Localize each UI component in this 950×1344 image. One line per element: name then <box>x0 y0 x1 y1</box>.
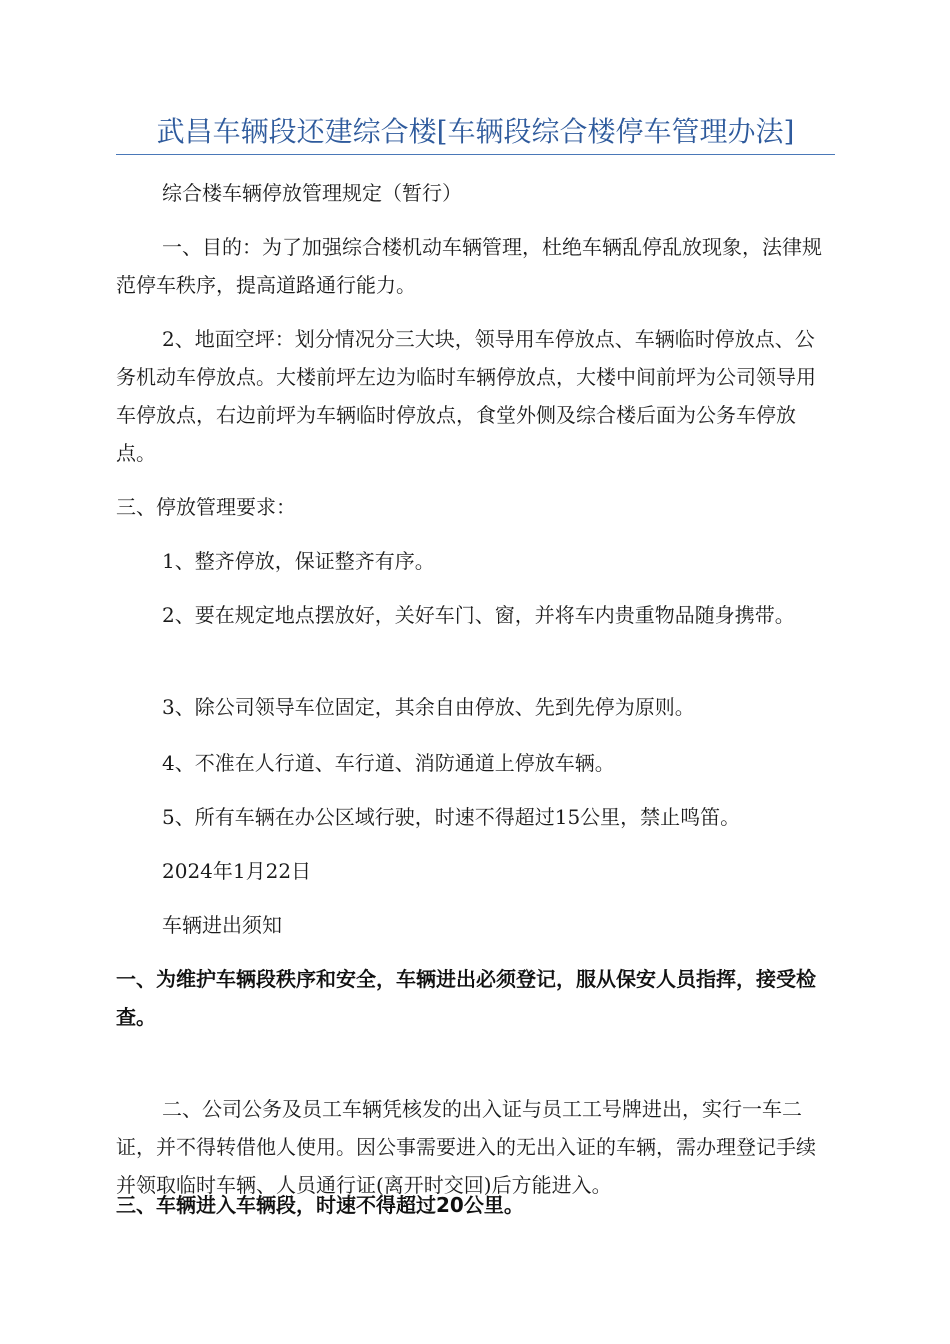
list-item: 5、所有车辆在办公区域行驶，时速不得超过15公里，禁止鸣笛。 <box>162 805 741 829</box>
paragraph: 二、公司公务及员工车辆凭核发的出入证与员工工号牌进出，实行一车二证，并不得转借他人使用。因公事需要进入的无出入证的车辆，需办理登记手续并领取临时车辆、人员通行证(离开时交回)后方能进入。 <box>116 1097 816 1197</box>
list-item: 1、整齐停放，保证整齐有序。 <box>162 549 435 573</box>
list-item: 4、不准在人行道、车行道、消防通道上停放车辆。 <box>162 751 615 775</box>
bold-paragraph: 三、车辆进入车辆段，时速不得超过20公里。 <box>116 1193 524 1217</box>
section-heading: 三、停放管理要求： <box>116 495 296 519</box>
list-item: 3、除公司领导车位固定，其余自由停放、先到先停为原则。 <box>162 695 695 719</box>
bold-paragraph: 一、为维护车辆段秩序和安全，车辆进出必须登记，服从保安人员指挥，接受检查。 <box>116 967 816 1029</box>
date-line: 2024年1月22日 <box>162 859 312 883</box>
paragraph: 2、地面空坪：划分情况分三大块，领导用车停放点、车辆临时停放点、公务机动车停放点。大楼前坪左边为临时车辆停放点，大楼中间前坪为公司领导用车停放点，右边前坪为车辆临时停放点，食堂外侧及综合楼后面为公务车停放点。 <box>116 327 816 465</box>
section-heading: 综合楼车辆停放管理规定（暂行） <box>162 181 462 205</box>
title-underline <box>116 154 835 155</box>
section-heading: 车辆进出须知 <box>162 913 282 937</box>
document-title: 武昌车辆段还建综合楼[车辆段综合楼停车管理办法] <box>156 115 795 148</box>
list-item: 2、要在规定地点摆放好，关好车门、窗，并将车内贵重物品随身携带。 <box>162 603 795 627</box>
paragraph: 一、目的：为了加强综合楼机动车辆管理，杜绝车辆乱停乱放现象，法律规范停车秩序，提高道路通行能力。 <box>116 235 822 297</box>
